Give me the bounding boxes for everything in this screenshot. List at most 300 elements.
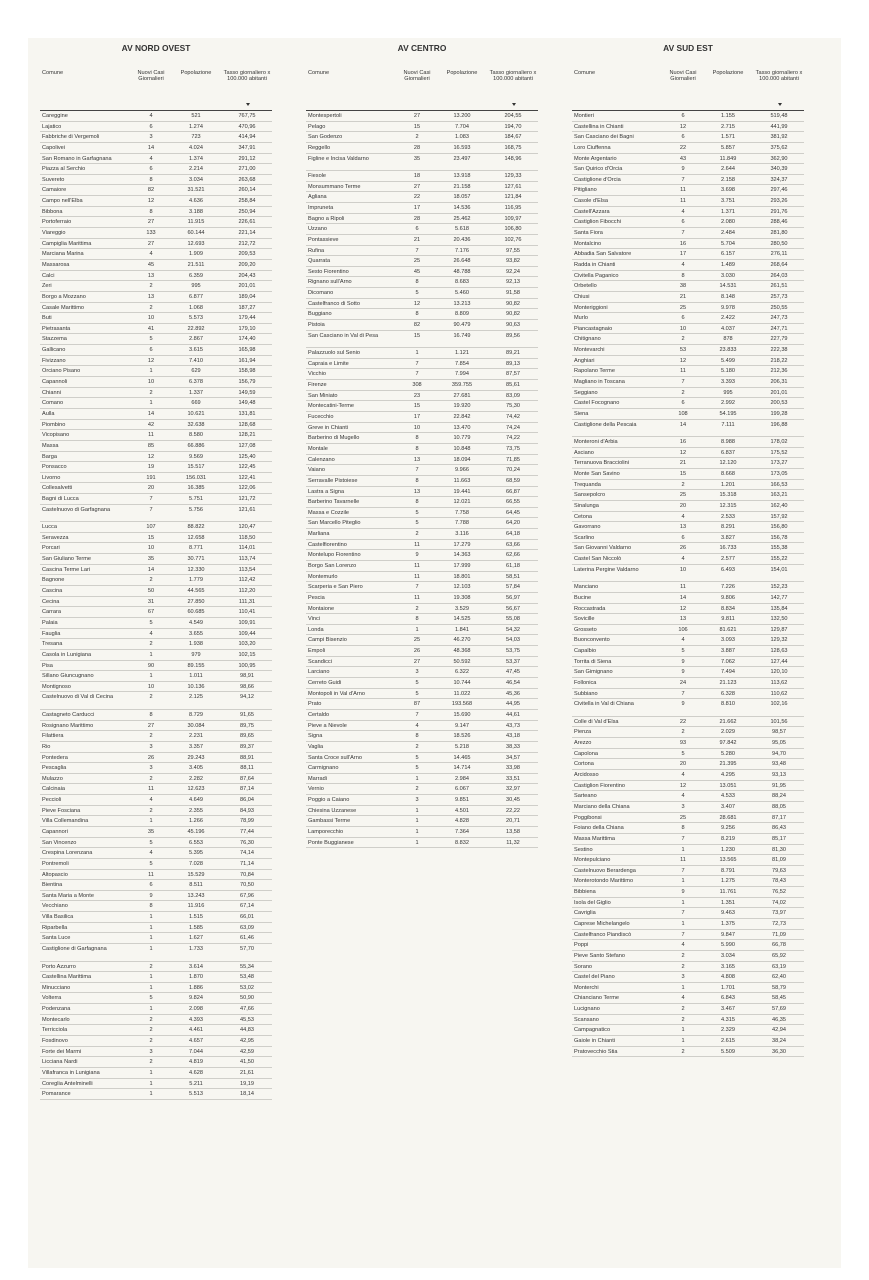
cell-nuovi-casi: 2 (681, 481, 685, 488)
cell-comune: Peccioli (42, 797, 62, 804)
cell-comune: Bibbona (42, 208, 63, 215)
cell-comune: Portoferraio (42, 219, 72, 226)
cell-popolazione: 156.031 (185, 474, 207, 481)
cell-comune: Casale Marittimo (42, 304, 84, 311)
cell-popolazione: 1.155 (721, 113, 735, 119)
cell-popolazione: 21.123 (719, 680, 737, 687)
cell-comune: Vaglia (308, 743, 324, 750)
cell-tasso: 519,48 (770, 113, 788, 119)
cell-popolazione: 8.683 (455, 279, 469, 286)
cell-nuovi-casi: 2 (149, 1016, 153, 1023)
cell-popolazione: 4.533 (721, 793, 735, 800)
table-row (572, 972, 804, 983)
cell-tasso: 204,43 (238, 272, 256, 279)
cell-nuovi-casi: 15 (147, 534, 155, 541)
table-row (40, 1015, 272, 1026)
table-row (306, 369, 538, 380)
cell-comune: Pomarance (42, 1091, 71, 1098)
cell-tasso: 268,64 (770, 261, 788, 268)
cell-tasso: 149,59 (238, 389, 256, 396)
cell-nuovi-casi: 1 (149, 914, 153, 921)
cell-nuovi-casi: 12 (147, 198, 155, 205)
table-row (306, 763, 538, 774)
cell-tasso: 65,92 (772, 952, 786, 959)
table-row (572, 207, 804, 218)
cell-tasso: 67,96 (240, 892, 254, 899)
cell-nuovi-casi: 22 (413, 194, 421, 201)
cell-nuovi-casi: 10 (147, 315, 155, 322)
table-row (306, 657, 538, 668)
header-tasso[interactable]: Tasso giornaliero x 100.000 abitanti (223, 70, 271, 83)
table-row (572, 770, 804, 781)
cell-comune: Bientina (42, 882, 63, 889)
cell-popolazione: 8.291 (721, 524, 735, 531)
cell-popolazione: 1.870 (189, 974, 203, 981)
cell-nuovi-casi: 7 (415, 247, 419, 254)
cell-comune: Bagno a Ripoli (308, 215, 345, 222)
cell-comune: Montespertoli (308, 113, 342, 119)
cell-nuovi-casi: 4 (149, 850, 153, 857)
cell-comune: Civitella Paganico (574, 272, 619, 279)
table-row (572, 154, 804, 165)
cell-tasso: 120,10 (770, 669, 788, 676)
cell-tasso: 19,19 (240, 1080, 254, 1087)
cell-comune: Castelfranco Piandiscò (574, 931, 632, 938)
cell-popolazione: 15.690 (453, 711, 471, 718)
cell-nuovi-casi: 2 (415, 134, 419, 141)
cell-popolazione: 3.093 (721, 637, 735, 644)
cell-nuovi-casi: 6 (681, 219, 685, 226)
cell-nuovi-casi: 21 (679, 293, 687, 300)
table-body (572, 111, 804, 1057)
cell-tasso: 70,24 (506, 467, 520, 474)
sort-desc-icon[interactable] (778, 103, 782, 106)
cell-comune: Siena (574, 410, 589, 417)
cell-popolazione: 30.771 (187, 556, 205, 563)
cell-tasso: 112,42 (238, 577, 256, 584)
area-title: AV NORD OVEST (121, 43, 191, 53)
cell-popolazione: 13.200 (453, 113, 471, 119)
cell-tasso: 110,41 (238, 609, 256, 616)
table-row (572, 313, 804, 324)
cell-nuovi-casi: 12 (413, 300, 421, 307)
table-row (40, 692, 272, 710)
cell-comune: Santa Luce (42, 935, 71, 942)
header-tasso[interactable]: Tasso giornaliero x 100.000 abitanti (489, 70, 537, 83)
table-row (572, 1004, 804, 1015)
cell-comune: Camaiore (42, 187, 67, 194)
header-nuovi-casi: Nuovi Casi Giornalieri (403, 70, 431, 83)
table-row (40, 1068, 272, 1079)
table-row (572, 866, 804, 877)
cell-comune: Forte dei Marmi (42, 1048, 82, 1055)
table-row (572, 759, 804, 770)
cell-tasso: 127,44 (770, 658, 788, 665)
cell-tasso: 42,95 (240, 1038, 254, 1045)
cell-nuovi-casi: 11 (148, 786, 154, 793)
cell-tasso: 45,36 (506, 690, 520, 697)
cell-comune: Agliana (308, 194, 327, 201)
table-row (306, 455, 538, 466)
cell-nuovi-casi: 11 (148, 432, 154, 439)
cell-nuovi-casi: 2 (149, 389, 153, 396)
table-row (306, 246, 538, 257)
table-row (40, 586, 272, 597)
header-comune: Comune (42, 70, 64, 76)
cell-nuovi-casi: 4 (681, 793, 685, 800)
cell-nuovi-casi: 11 (414, 594, 420, 601)
table-row (572, 1025, 804, 1036)
cell-comune: Barberino di Mugello (308, 435, 360, 442)
cell-nuovi-casi: 35 (147, 556, 155, 563)
cell-popolazione: 32.638 (187, 421, 205, 428)
cell-popolazione: 2.533 (721, 513, 735, 520)
cell-popolazione: 8.834 (721, 605, 735, 612)
cell-comune: Montaione (308, 605, 335, 612)
header-nuovi-casi: Nuovi Casi Giornalieri (669, 70, 697, 83)
cell-comune: San Marcello Piteglio (308, 520, 361, 527)
table-row (572, 366, 804, 377)
cell-comune: Pontedera (42, 754, 68, 761)
cell-comune: Manciano (574, 584, 599, 591)
table-row (572, 228, 804, 239)
cell-tasso: 55,34 (240, 963, 254, 970)
cell-popolazione: 31.521 (187, 187, 205, 194)
cell-nuovi-casi: 43 (679, 155, 687, 162)
cell-nuovi-casi: 1 (681, 1038, 685, 1045)
cell-comune: Subbiano (574, 690, 598, 697)
cell-comune: San Quirico d'Orcia (574, 166, 623, 173)
cell-nuovi-casi: 16 (679, 439, 687, 446)
table-row (572, 398, 804, 409)
table-row (572, 1015, 804, 1026)
table-row (306, 476, 538, 487)
cell-nuovi-casi: 27 (147, 722, 155, 729)
cell-tasso: 158,98 (238, 368, 256, 375)
cell-popolazione: 23.497 (453, 155, 471, 162)
cell-nuovi-casi: 12 (679, 123, 687, 130)
table-row (306, 561, 538, 572)
cell-comune: Torrita di Siena (574, 658, 612, 665)
cell-nuovi-casi: 1 (149, 946, 153, 953)
cell-tasso: 127,08 (238, 442, 256, 449)
cell-tasso: 129,87 (770, 626, 788, 633)
cell-tasso: 196,88 (770, 421, 788, 428)
cell-tasso: 212,36 (770, 368, 788, 375)
cell-tasso: 68,59 (506, 477, 520, 484)
cell-nuovi-casi: 1 (149, 984, 153, 991)
cell-comune: Castellina Marittima (42, 974, 92, 981)
cell-tasso: 13,58 (506, 829, 520, 835)
table-row (572, 292, 804, 303)
cell-comune: Ponte Buggianese (308, 839, 354, 846)
cell-nuovi-casi: 14 (147, 144, 155, 151)
cell-nuovi-casi: 1 (149, 1091, 153, 1098)
cell-popolazione: 60.685 (187, 609, 205, 616)
cell-comune: Gallicano (42, 347, 66, 354)
cell-tasso: 767,75 (238, 113, 256, 119)
cell-popolazione: 27.681 (453, 392, 471, 399)
cell-comune: Colle di Val d'Elsa (574, 718, 619, 725)
cell-comune: Porcari (42, 545, 60, 552)
cell-tasso: 152,23 (770, 584, 788, 591)
cell-comune: Campo nell'Elba (42, 198, 83, 205)
cell-nuovi-casi: 1 (149, 1080, 153, 1087)
cell-comune: Fabbriche di Vergemoli (42, 134, 100, 141)
cell-popolazione: 7.994 (455, 371, 469, 378)
table-row (572, 908, 804, 919)
cell-tasso: 125,40 (238, 453, 256, 460)
cell-comune: Montelupo Fiorentino (308, 552, 361, 559)
table-row (306, 256, 538, 267)
table-row (572, 281, 804, 292)
cell-tasso: 184,67 (504, 134, 522, 141)
cell-comune: Carmignano (308, 765, 339, 772)
cell-nuovi-casi: 2 (149, 304, 153, 311)
table-row (40, 207, 272, 218)
cell-nuovi-casi: 13 (679, 524, 687, 531)
table-row (306, 348, 538, 359)
cell-popolazione: 8.668 (721, 471, 735, 477)
sort-desc-icon[interactable] (512, 103, 516, 106)
cell-popolazione: 11.761 (719, 889, 737, 896)
cell-popolazione: 14.465 (453, 754, 471, 761)
cell-nuovi-casi: 7 (681, 931, 685, 938)
cell-nuovi-casi: 10 (147, 379, 155, 386)
cell-tasso: 470,96 (238, 123, 256, 130)
cell-nuovi-casi: 1 (681, 846, 685, 853)
cell-popolazione: 2.231 (189, 733, 203, 740)
table-row (40, 983, 272, 994)
cell-nuovi-casi: 1 (149, 368, 153, 375)
cell-nuovi-casi: 106 (678, 626, 688, 633)
cell-tasso: 85,61 (506, 382, 520, 389)
cell-tasso: 109,44 (238, 630, 256, 637)
table-row (306, 593, 538, 604)
cell-comune: Vinci (308, 616, 321, 623)
cell-comune: Arcidosso (574, 772, 599, 779)
cell-nuovi-casi: 2 (681, 963, 685, 970)
cell-nuovi-casi: 2 (149, 807, 153, 814)
cell-nuovi-casi: 42 (147, 421, 155, 428)
table-row (306, 235, 538, 246)
cell-tasso: 98,66 (240, 683, 254, 690)
cell-popolazione: 3.030 (721, 272, 735, 279)
cell-tasso: 93,13 (772, 772, 786, 779)
cell-comune: Rufina (308, 247, 325, 254)
cell-popolazione: 5.460 (455, 290, 469, 297)
cell-popolazione: 1.083 (455, 134, 469, 141)
cell-tasso: 414,94 (238, 134, 256, 141)
cell-comune: Terranuova Bracciolini (574, 460, 630, 467)
cell-popolazione: 20.436 (453, 236, 471, 243)
cell-comune: San Giuliano Terme (42, 556, 92, 563)
table-row (40, 1004, 272, 1015)
cell-comune: Pietrasanta (42, 325, 71, 332)
cell-popolazione: 13.918 (453, 173, 471, 180)
cell-popolazione: 10.136 (187, 683, 205, 690)
table-row (40, 313, 272, 324)
table-row (40, 731, 272, 742)
table-row (40, 175, 272, 186)
cell-nuovi-casi: 2 (149, 963, 153, 970)
table-row (40, 217, 272, 228)
table-row (40, 366, 272, 377)
table-row (306, 838, 538, 849)
cell-comune: San Vincenzo (42, 839, 77, 846)
cell-tasso: 218,22 (770, 357, 788, 364)
cell-tasso: 194,70 (504, 123, 522, 130)
cell-tasso: 18,14 (240, 1091, 254, 1098)
cell-tasso: 66,87 (506, 488, 520, 495)
table-row (306, 132, 538, 143)
cell-tasso: 30,45 (506, 797, 520, 804)
table-row (40, 196, 272, 207)
table-row (572, 388, 804, 399)
cell-nuovi-casi: 8 (149, 903, 153, 910)
cell-tasso: 71,14 (240, 860, 254, 867)
cell-comune: Londa (308, 626, 324, 633)
cell-nuovi-casi: 4 (149, 155, 153, 162)
cell-nuovi-casi: 5 (415, 754, 419, 761)
cell-comune: Coreglia Antelminelli (42, 1080, 93, 1087)
cell-comune: Grosseto (574, 626, 597, 633)
table-row (40, 505, 272, 523)
cell-comune: Minucciano (42, 984, 71, 991)
cell-popolazione: 8.148 (721, 293, 735, 300)
cell-tasso: 101,56 (770, 718, 788, 725)
table-row (40, 154, 272, 165)
cell-tasso: 88,05 (772, 803, 786, 810)
cell-nuovi-casi: 7 (681, 835, 685, 842)
cell-tasso: 62,40 (772, 974, 786, 981)
cell-nuovi-casi: 7 (415, 584, 419, 591)
cell-popolazione: 4.295 (721, 772, 735, 779)
cell-popolazione: 97.842 (719, 740, 737, 747)
cell-nuovi-casi: 12 (147, 357, 155, 364)
cell-comune: Suvereto (42, 176, 65, 183)
cell-comune: Chiusi (574, 293, 590, 300)
cell-nuovi-casi: 53 (679, 347, 687, 354)
cell-nuovi-casi: 10 (679, 325, 687, 332)
cell-tasso: 90,82 (506, 300, 520, 307)
table-row (572, 239, 804, 250)
cell-tasso: 44,95 (506, 701, 520, 708)
table-row (306, 277, 538, 288)
cell-nuovi-casi: 20 (679, 761, 687, 768)
cell-tasso: 67,14 (240, 903, 254, 910)
cell-popolazione: 4.315 (721, 1016, 735, 1023)
cell-tasso: 89,13 (506, 360, 520, 367)
cell-tasso: 93,82 (506, 258, 520, 265)
cell-nuovi-casi: 27 (147, 240, 155, 247)
cell-popolazione: 2.715 (721, 123, 735, 130)
cell-popolazione: 995 (191, 283, 201, 290)
cell-tasso: 41,50 (240, 1059, 254, 1066)
cell-tasso: 64,20 (506, 520, 520, 527)
cell-nuovi-casi: 10 (679, 566, 687, 573)
table-row (572, 1036, 804, 1047)
cell-nuovi-casi: 7 (149, 506, 153, 513)
cell-popolazione: 5.751 (189, 496, 203, 503)
cell-tasso: 128,21 (238, 432, 256, 439)
cell-comune: Castiglione d'Orcia (574, 176, 621, 183)
cell-comune: Porto Azzurro (42, 963, 76, 970)
cell-popolazione: 81.621 (719, 626, 737, 633)
cell-popolazione: 2.029 (721, 729, 735, 736)
cell-popolazione: 669 (191, 400, 201, 407)
cell-nuovi-casi: 1 (149, 974, 153, 981)
cell-popolazione: 4.657 (189, 1038, 203, 1045)
table-row (572, 185, 804, 196)
table-row (40, 710, 272, 721)
header-tasso[interactable]: Tasso giornaliero x 100.000 abitanti (755, 70, 803, 83)
table-row (40, 522, 272, 533)
table-row (572, 303, 804, 314)
cell-popolazione: 9.847 (721, 931, 735, 938)
cell-tasso: 86,04 (240, 797, 254, 804)
cell-tasso: 120,47 (238, 524, 256, 531)
cell-comune: Castelnuovo di Garfagnana (42, 506, 111, 513)
table-row (40, 377, 272, 388)
cell-tasso: 98,91 (240, 673, 254, 680)
cell-comune: Pratovecchio Stia (574, 1048, 618, 1055)
cell-comune: Gavorrano (574, 524, 601, 531)
cell-nuovi-casi: 1 (415, 829, 419, 835)
cell-popolazione: 9.806 (721, 594, 735, 601)
table-row (40, 650, 272, 661)
sort-desc-icon[interactable] (246, 103, 250, 106)
cell-nuovi-casi: 8 (149, 711, 153, 718)
table-row (40, 554, 272, 565)
table-row (40, 682, 272, 693)
cell-popolazione: 19.441 (453, 488, 471, 495)
cell-popolazione: 4.037 (721, 325, 735, 332)
cell-nuovi-casi: 11 (680, 198, 686, 205)
cell-popolazione: 9.811 (721, 616, 735, 623)
cell-comune: Montevarchi (574, 347, 605, 354)
cell-tasso: 102,16 (770, 701, 788, 708)
cell-nuovi-casi: 20 (147, 485, 155, 492)
cell-comune: Marradi (308, 775, 327, 782)
table-row (306, 465, 538, 476)
cell-popolazione: 4.393 (189, 1016, 203, 1023)
cell-tasso: 122,41 (238, 474, 256, 481)
cell-comune: Stazzema (42, 336, 67, 343)
table-row (40, 639, 272, 650)
cell-popolazione: 12.623 (187, 786, 205, 793)
cell-tasso: 175,52 (770, 449, 788, 456)
cell-popolazione: 4.808 (721, 974, 735, 981)
cell-tasso: 74,42 (506, 414, 520, 421)
cell-comune: Orciano Pisano (42, 368, 81, 375)
cell-tasso: 362,90 (770, 155, 788, 162)
cell-popolazione: 1.938 (189, 641, 203, 648)
cell-comune: Montepulciano (574, 857, 611, 864)
cell-comune: Massa (42, 442, 59, 449)
cell-comune: Cascina (42, 588, 63, 595)
cell-nuovi-casi: 14 (147, 566, 155, 573)
cell-nuovi-casi: 7 (415, 360, 419, 367)
cell-nuovi-casi: 27 (413, 183, 421, 190)
table-row (40, 185, 272, 196)
table-row (40, 1079, 272, 1090)
cell-comune: Viareggio (42, 230, 66, 237)
cell-nuovi-casi: 22 (679, 718, 687, 725)
cell-tasso: 281,80 (770, 230, 788, 237)
table-row (306, 604, 538, 615)
cell-comune: Monsummano Terme (308, 183, 361, 190)
